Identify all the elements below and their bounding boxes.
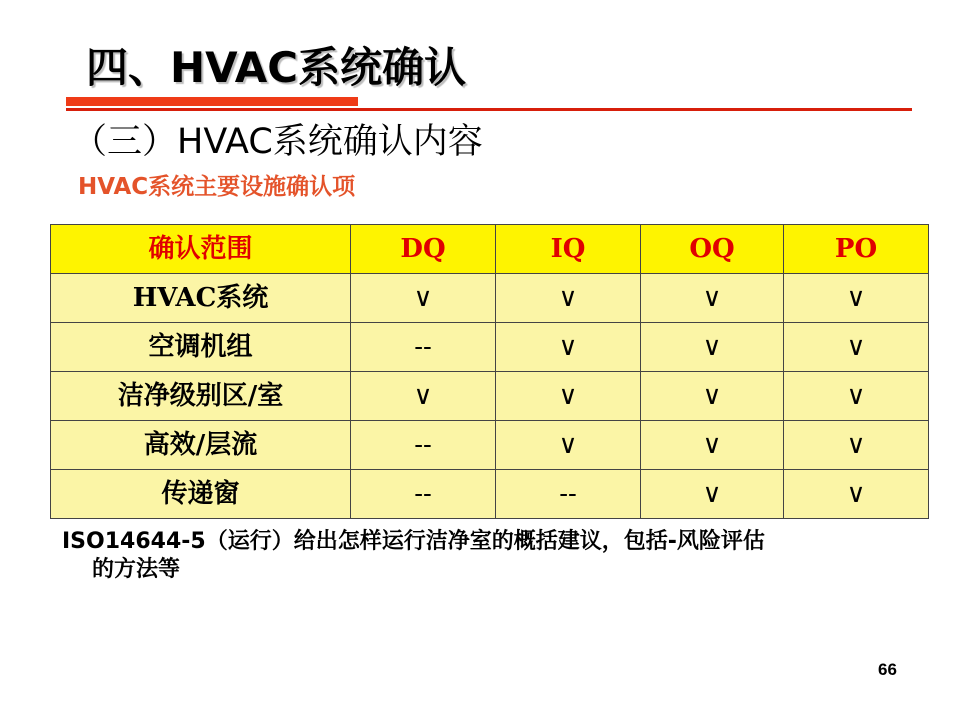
table-caption: HVAC系统主要设施确认项 xyxy=(78,174,356,200)
iso-note-line-2: 的方法等 xyxy=(92,557,181,582)
header-cell-scope: 确认范围 xyxy=(51,225,351,274)
po-cell: ∨ xyxy=(784,274,929,323)
oq-cell: ∨ xyxy=(641,274,784,323)
po-cell: ∨ xyxy=(784,323,929,372)
dq-cell: ∨ xyxy=(351,372,496,421)
title-underline-accent xyxy=(66,97,358,106)
dq-cell: -- xyxy=(351,421,496,470)
slide-title: 四、HVAC系统确认 xyxy=(86,43,467,92)
page-number: 66 xyxy=(878,660,897,679)
iq-cell: ∨ xyxy=(496,372,641,421)
iso-note-line-1: ISO14644-5（运行）给出怎样运行洁净室的概括建议，包括-风险评估 xyxy=(62,529,765,554)
row-scope-cell: HVAC系统 xyxy=(51,274,351,323)
oq-cell: ∨ xyxy=(641,421,784,470)
row-scope-cell: 洁净级别区/室 xyxy=(51,372,351,421)
po-cell: ∨ xyxy=(784,421,929,470)
po-cell: ∨ xyxy=(784,470,929,519)
po-cell: ∨ xyxy=(784,372,929,421)
oq-cell: ∨ xyxy=(641,470,784,519)
header-cell-po: PO xyxy=(784,225,929,274)
confirmation-table xyxy=(50,224,929,519)
oq-cell: ∨ xyxy=(641,323,784,372)
iq-cell: -- xyxy=(496,470,641,519)
header-cell-dq: DQ xyxy=(351,225,496,274)
slide-subtitle: （三）HVAC系统确认内容 xyxy=(72,122,483,162)
title-underline xyxy=(66,108,912,111)
table-row xyxy=(51,470,929,519)
oq-cell: ∨ xyxy=(641,372,784,421)
dq-cell: -- xyxy=(351,323,496,372)
table-row xyxy=(51,323,929,372)
iq-cell: ∨ xyxy=(496,421,641,470)
table-row xyxy=(51,274,929,323)
dq-cell: ∨ xyxy=(351,274,496,323)
iq-cell: ∨ xyxy=(496,323,641,372)
row-scope-cell: 高效/层流 xyxy=(51,421,351,470)
iso-note xyxy=(62,528,902,584)
header-cell-iq: IQ xyxy=(496,225,641,274)
dq-cell: -- xyxy=(351,470,496,519)
table-row xyxy=(51,421,929,470)
row-scope-cell: 空调机组 xyxy=(51,323,351,372)
iq-cell: ∨ xyxy=(496,274,641,323)
table-header-row xyxy=(51,225,929,274)
table-row xyxy=(51,372,929,421)
row-scope-cell: 传递窗 xyxy=(51,470,351,519)
header-cell-oq: OQ xyxy=(641,225,784,274)
